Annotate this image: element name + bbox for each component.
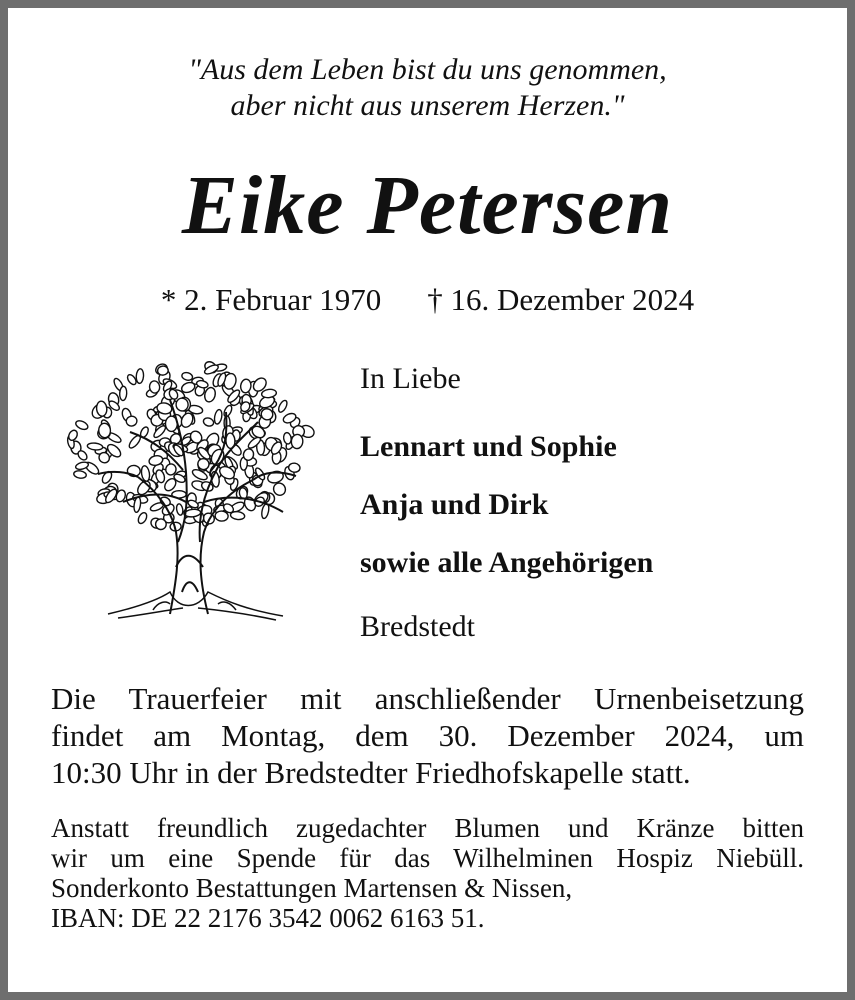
tree-leaf — [98, 423, 111, 438]
tree-leaf — [137, 511, 149, 525]
tree-leaf — [157, 366, 168, 376]
donation-line-3: Sonderkonto Bestattungen Martensen & Nissen, — [51, 873, 573, 903]
ceremony-line-2: findet am Montag, dem 30. Dezember 2024, um — [51, 718, 804, 753]
tree-leaf — [87, 442, 103, 450]
life-dates — [0, 282, 855, 318]
birth-date: * 2. Februar 1970 — [160, 282, 382, 317]
quote-line-2: aber nicht aus unserem Herzen." — [230, 89, 625, 122]
tree-leaf — [136, 369, 144, 384]
tree-leaf — [181, 371, 193, 381]
tree-leaf — [291, 434, 304, 449]
tree-leaf — [222, 404, 233, 418]
tree-leaf — [215, 511, 229, 522]
tree-leaf — [277, 399, 289, 413]
mourners-place: Bredstedt — [360, 610, 475, 643]
tree-leaf — [74, 419, 89, 431]
quote — [0, 52, 855, 124]
mourners-intro: In Liebe — [360, 362, 461, 395]
tree-leaf — [176, 503, 184, 515]
tree-leaf — [176, 398, 189, 412]
donation-text — [51, 813, 804, 933]
quote-line-1: "Aus dem Leben bist du uns genommen, — [188, 53, 667, 86]
tree-leaf — [213, 409, 223, 425]
donation-line-2: wir um eine Spende für das Wilhelminen Hospiz Niebüll. — [51, 843, 804, 873]
ceremony-line-1: Die Trauerfeier mit anschließender Urnenbeisetzung — [51, 681, 804, 716]
tree-leaf — [203, 386, 217, 403]
ceremony-text — [51, 680, 804, 791]
deceased-name: Eike Petersen — [181, 159, 674, 252]
tree-icon — [58, 352, 326, 624]
tree-leaf — [283, 432, 292, 444]
donation-line-1: Anstatt freundlich zugedachter Blumen und Kränze bitten — [51, 813, 804, 843]
ceremony-line-3: 10:30 Uhr in der Bredstedter Friedhofskapelle statt. — [51, 755, 691, 790]
death-date: † 16. Dezember 2024 — [427, 282, 695, 317]
tree-leaf — [202, 417, 214, 428]
donation-line-4: IBAN: DE 22 2176 3542 0062 6163 51. — [51, 903, 485, 933]
mourner-3: sowie alle Angehörigen — [360, 546, 654, 579]
tree-leaf — [119, 386, 127, 401]
tree-leaf — [261, 389, 277, 399]
mourner-2: Anja und Dirk — [360, 488, 549, 521]
mourner-1: Lennart und Sophie — [360, 430, 617, 463]
tree-leaf — [73, 470, 87, 479]
